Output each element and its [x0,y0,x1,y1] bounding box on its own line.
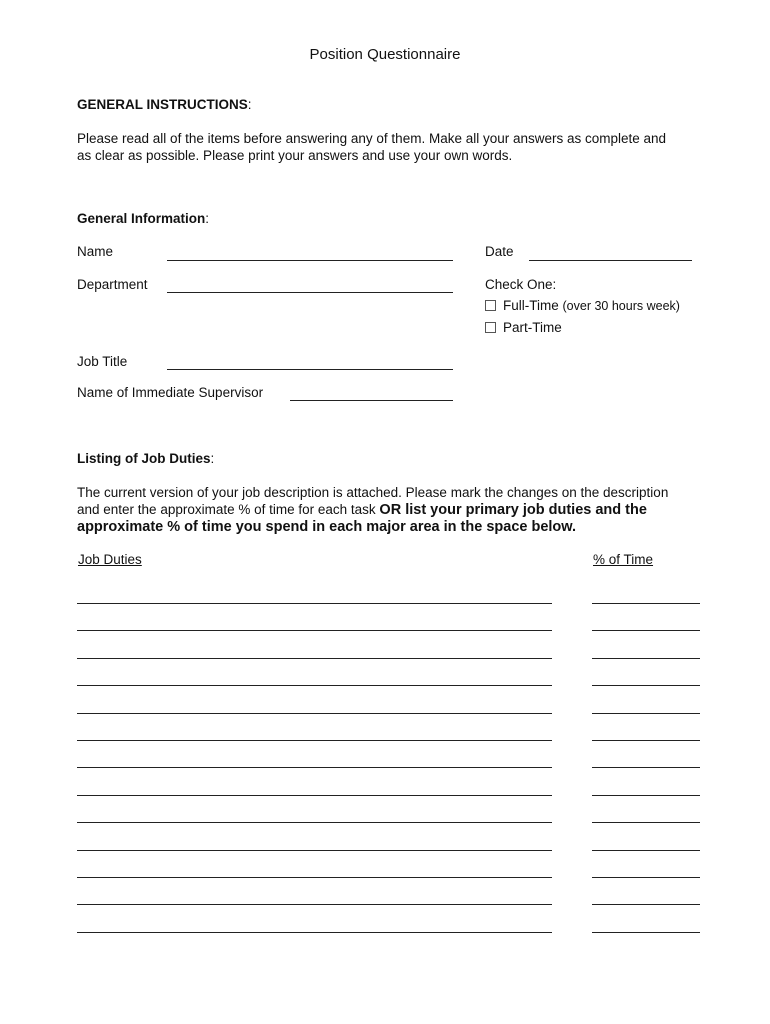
duties-line-2-bold: OR list your primary job duties and the [379,502,647,518]
duties-line-1: The current version of your job description is attached. Please mark the changes on the description [77,485,669,500]
full-time-label: Full-Time [503,298,559,313]
duties-line-2: and enter the approximate % of time for each task OR list your primary job duties and the [77,502,647,518]
instructions-heading: GENERAL INSTRUCTIONS: [77,97,252,112]
job-duty-line[interactable] [77,630,552,631]
time-percent-line[interactable] [592,740,700,741]
time-percent-line[interactable] [592,685,700,686]
job-title-label: Job Title [77,354,128,369]
time-percent-line[interactable] [592,767,700,768]
time-percent-line[interactable] [592,603,700,604]
department-field[interactable] [167,292,453,293]
supervisor-label: Name of Immediate Supervisor [77,385,264,400]
instructions-line-1: Please read all of the items before answering any of them. Make all your answers as complete and [77,131,667,146]
job-duty-line[interactable] [77,932,552,933]
time-column-header: % of Time [593,552,654,567]
job-duty-line[interactable] [77,740,552,741]
duties-line-3-bold: approximate % of time you spend in each major area in the space below. [77,519,577,535]
job-duty-line[interactable] [77,658,552,659]
time-percent-line[interactable] [592,713,700,714]
job-duty-line[interactable] [77,713,552,714]
time-percent-line[interactable] [592,630,700,631]
job-duty-line[interactable] [77,877,552,878]
job-duty-line[interactable] [77,822,552,823]
job-duty-line[interactable] [77,603,552,604]
date-field[interactable] [529,260,692,261]
job-duty-line[interactable] [77,850,552,851]
general-info-heading: General Information: [77,211,210,226]
check-one-label: Check One: [485,277,557,292]
instructions-text [77,130,717,164]
duties-instructions [77,484,697,536]
part-time-label: Part-Time [503,320,562,335]
job-duty-line[interactable] [77,904,552,905]
supervisor-field[interactable] [290,400,453,401]
time-percent-line[interactable] [592,658,700,659]
time-percent-line[interactable] [592,850,700,851]
job-duty-line[interactable] [77,685,552,686]
time-percent-line[interactable] [592,904,700,905]
time-percent-line[interactable] [592,822,700,823]
instructions-line-2: as clear as possible. Please print your answers and use your own words. [77,148,513,163]
job-duty-line[interactable] [77,795,552,796]
job-duties-column-header: Job Duties [78,552,142,567]
time-percent-line[interactable] [592,932,700,933]
part-time-checkbox[interactable] [485,322,496,333]
page-title: Position Questionnaire [309,46,461,63]
full-time-checkbox[interactable] [485,300,496,311]
time-percent-line[interactable] [592,795,700,796]
time-percent-line[interactable] [592,877,700,878]
full-time-note: (over 30 hours week) [562,299,680,313]
part-time-option[interactable] [485,320,562,335]
job-title-field[interactable] [167,369,453,370]
date-label: Date [485,244,514,259]
duties-heading: Listing of Job Duties: [77,451,215,466]
name-field[interactable] [167,260,453,261]
name-label: Name [77,244,114,259]
job-duty-line[interactable] [77,767,552,768]
department-label: Department [77,277,148,292]
full-time-option[interactable] [485,298,680,313]
